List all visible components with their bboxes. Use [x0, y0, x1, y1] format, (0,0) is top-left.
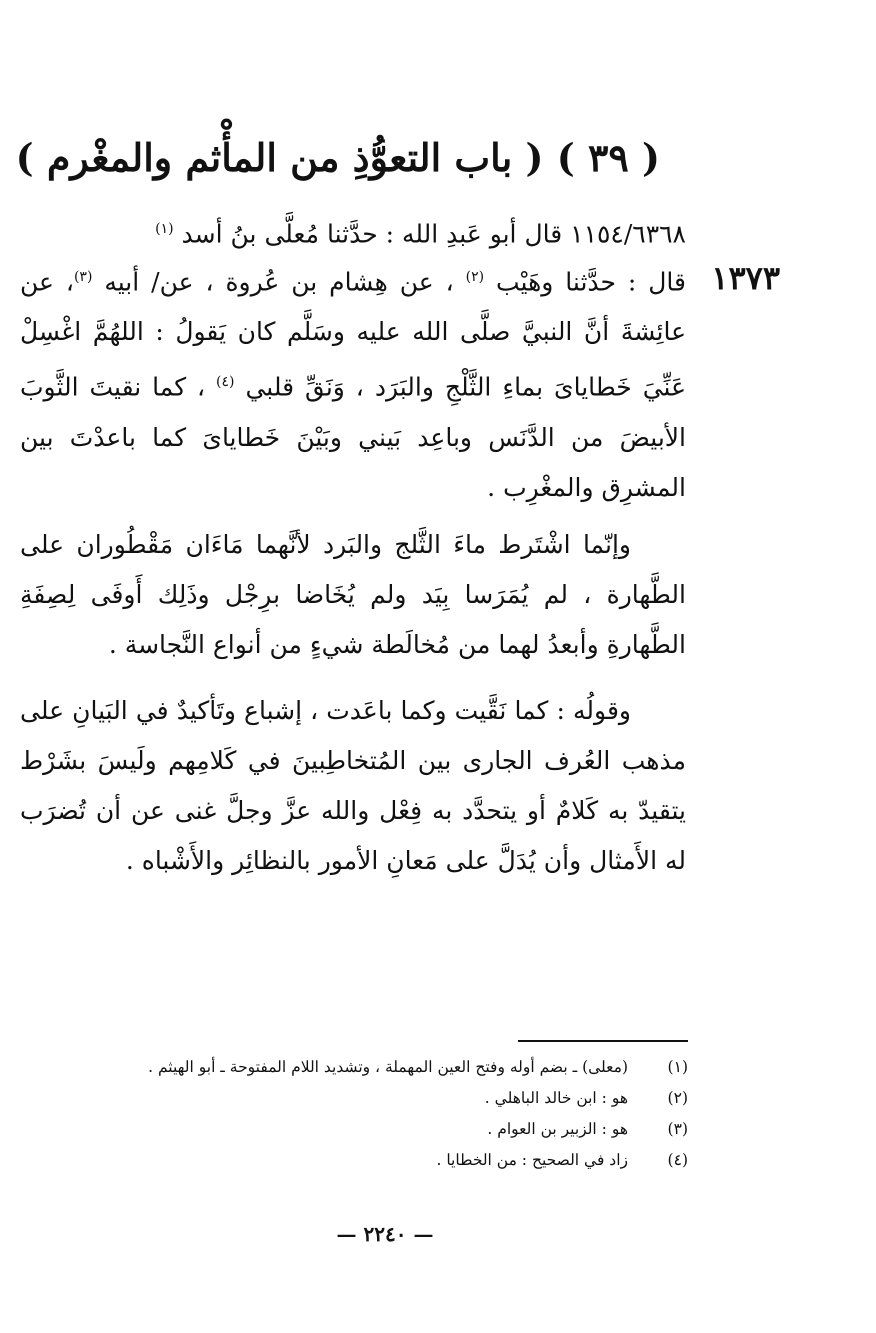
chapter-heading: ( ٣٩ ) ( باب التعوُّذِ من المأْثم والمغْرم ): [15, 135, 660, 180]
isnad-intro-text: ١١٥٤/٦٣٦٨ قال أبو عَبدِ الله : حدَّثنا مُعلَّى بنُ أسد: [181, 219, 686, 249]
hadith-text: [20, 252, 686, 513]
hadith-text-part: ، عن هِشام بن عُروة ، عن/ أبيه: [104, 267, 454, 297]
footnote-item: [28, 1083, 688, 1114]
hadith-number: ١٣٧٣: [711, 259, 780, 297]
footnotes: [28, 1052, 688, 1176]
footnote-ref-2: (٢): [465, 269, 485, 285]
footnote-text: هو : ابن خالد الباهلي .: [484, 1089, 628, 1107]
footnote-text: (معلى) ـ بضم أوله وفتح العين المهملة ، وتشديد اللام المفتوحة ـ أبو الهيثم .: [148, 1058, 628, 1076]
footnote-text: هو : الزبير بن العوام .: [487, 1120, 628, 1138]
footnote-ref-3: (٣): [73, 269, 93, 285]
footnote-item: [28, 1114, 688, 1145]
commentary-paragraph-1: وإنّما اشْتَرط ماءَ الثَّلج والبَرد لأنَّهما مَاءَان مَقْطُوران على الطَّهارة ، لم يُمَرَسا بِيَد ولم يُخَاضا برِجْل وذَلِك أَوفَى لِصِفَةِ الطَّهارةِ وأبعدُ لهما من مُخالَطة شيءٍ من أنواع النَّجاسة .: [20, 530, 686, 659]
page-number: — ٢٢٤٠ —: [336, 1222, 434, 1246]
footnote-number: (٣): [667, 1120, 688, 1138]
footnote-text: زاد في الصحيح : من الخطايا .: [436, 1151, 628, 1169]
footnote-item: [28, 1052, 688, 1083]
footnote-ref-4: (٤): [216, 374, 235, 391]
hadith-text-part: ، كما نقيتَ الثَّوبَ الأبيضَ من الدَّنَس وباعِد بَيني وبَيْنَ خَطاياىَ كما باعدْتَ بين المشرِق والمغْرِب .: [20, 372, 686, 502]
footnote-number: (١): [667, 1058, 688, 1076]
footnote-separator: [518, 1040, 688, 1042]
hadith-text-part: ، عن عائِشةَ أنَّ النبيَّ صلَّى الله عليه وسَلَّم كان يَقولُ : اللهُمَّ اغْسِلْ عَنِّيَ خَطاياىَ بماءِ الثَّلْجِ والبَرَد ، وَنَقِّ قلبي: [20, 267, 686, 402]
hadith-text-part: قال : حدَّثنا وهَيْب: [496, 267, 686, 297]
isnad-intro-line: [46, 207, 686, 256]
commentary-paragraph-2: وقولُه : كما نَقَّيت وكما باعَدت ، إشباع وتَأكيدٌ في البَيانِ على مذهب العُرف الجارى بين المُتخاطِبينَ في كَلامِهم ولَيسَ بشَرْط يتقيدّ به كَلامٌ أو يتحدَّد به فِعْل والله عزَّ وجلَّ غنى عن أن تُضرَب له الأَمثال وأن يُدَلَّ على مَعانِ الأمور بالنظائِر والأَشْباه .: [20, 696, 686, 875]
footnote-ref-1: (١): [155, 221, 174, 237]
footnote-number: (٤): [667, 1151, 688, 1169]
footnote-item: [28, 1145, 688, 1176]
footnote-number: (٢): [667, 1089, 688, 1107]
